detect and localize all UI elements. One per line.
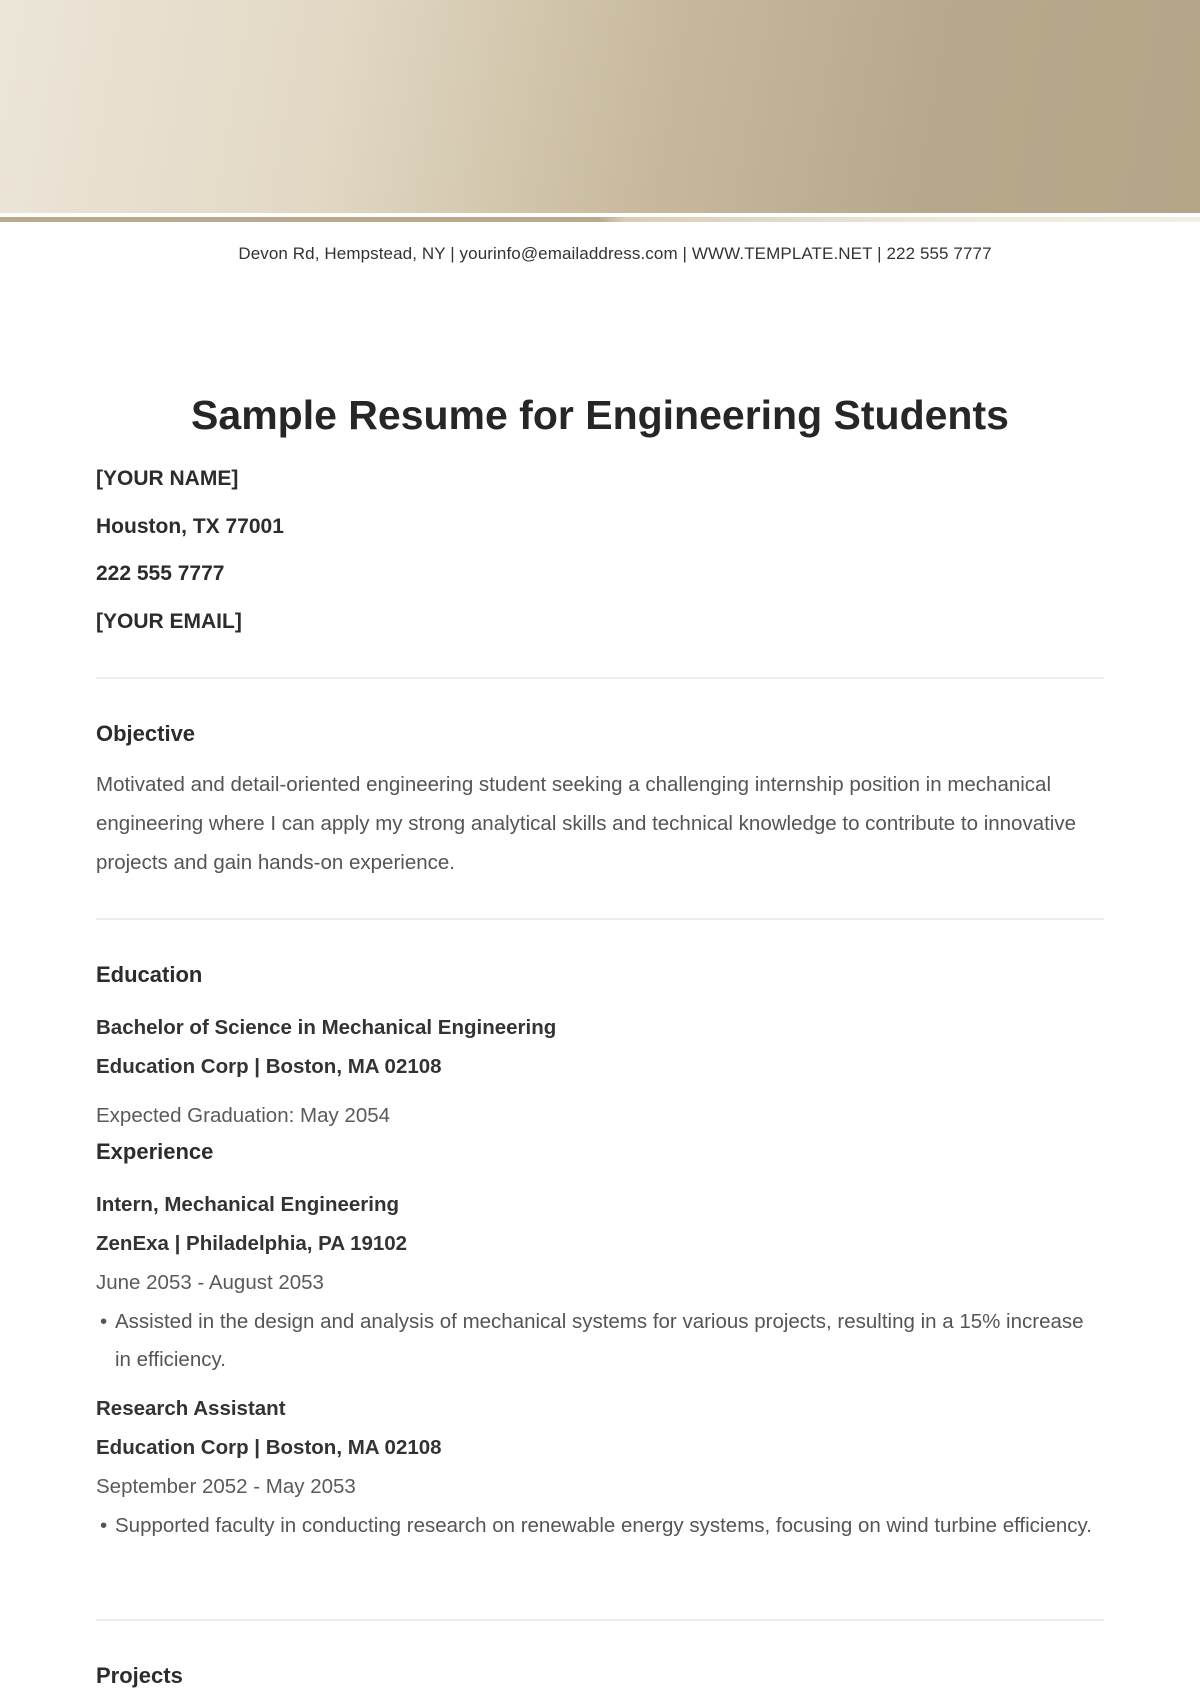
education-degree: Bachelor of Science in Mechanical Engineering — [96, 1016, 557, 1039]
contact-bar: Devon Rd, Hempstead, NY | yourinfo@emailaddress.com | WWW.TEMPLATE.NET | 222 555 7777 — [238, 244, 992, 263]
personal-name: [YOUR NAME] — [96, 467, 239, 490]
objective-heading: Objective — [96, 721, 196, 746]
projects-heading: Projects — [96, 1663, 183, 1688]
personal-location: Houston, TX 77001 — [96, 515, 284, 538]
job-dates: September 2052 - May 2053 — [96, 1475, 356, 1498]
job-role: Research Assistant — [96, 1397, 286, 1420]
education-graduation: Expected Graduation: May 2054 — [96, 1104, 391, 1127]
page-title: Sample Resume for Engineering Students — [191, 392, 1009, 438]
job-bullet-text: Supported faculty in conducting research on renewable energy systems, focusing on wind turbine efficiency. — [115, 1514, 1092, 1537]
bullet-dot-icon: • — [100, 1310, 108, 1333]
job-company: Education Corp | Boston, MA 02108 — [96, 1436, 442, 1459]
divider — [96, 918, 1104, 920]
education-institution: Education Corp | Boston, MA 02108 — [96, 1055, 442, 1078]
bullet-dot-icon: • — [100, 1514, 108, 1537]
divider — [96, 1619, 1104, 1621]
job-bullet-text: Assisted in the design and analysis of mechanical systems for various projects, resulting in a 15% increase in efficiency. — [115, 1310, 1084, 1371]
header-accent-line — [0, 217, 1200, 222]
personal-email: [YOUR EMAIL] — [96, 610, 242, 633]
job-bullet — [96, 1303, 1096, 1379]
header-banner — [0, 0, 1200, 213]
job-company: ZenExa | Philadelphia, PA 19102 — [96, 1232, 408, 1255]
job-dates: June 2053 - August 2053 — [96, 1271, 324, 1294]
experience-heading: Experience — [96, 1139, 214, 1164]
objective-text: Motivated and detail-oriented engineering student seeking a challenging internship position in mechanical engineering where I can apply my strong analytical skills and technical knowledge to contribute to innovative projects and gain hands-on experience. — [96, 773, 1077, 874]
education-heading: Education — [96, 962, 203, 987]
job-bullet — [96, 1507, 1096, 1545]
personal-phone: 222 555 7777 — [96, 562, 225, 585]
divider — [96, 677, 1104, 679]
job-role: Intern, Mechanical Engineering — [96, 1193, 400, 1216]
